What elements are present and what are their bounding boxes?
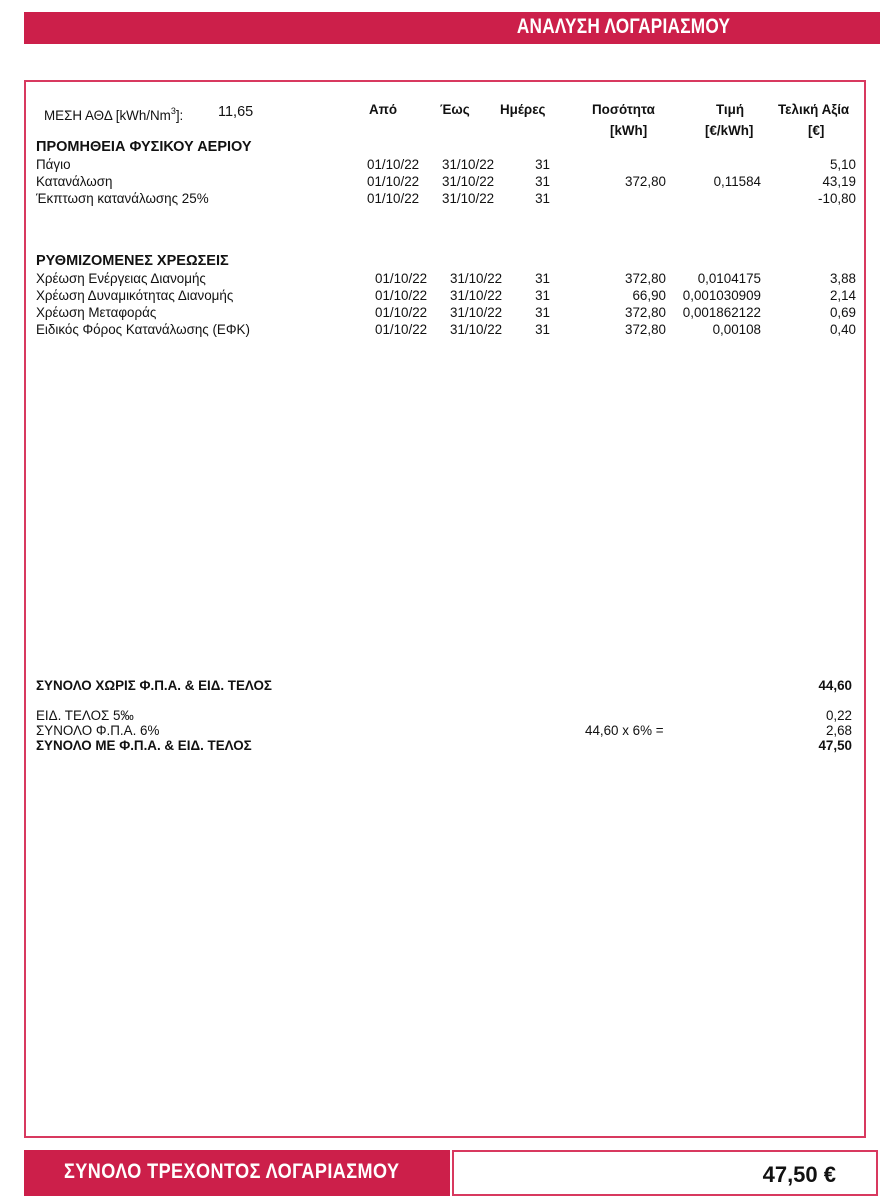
footer-bar <box>24 1150 450 1196</box>
row-label: Κατανάλωση <box>36 174 113 189</box>
row-to: 31/10/22 <box>442 157 495 172</box>
col-to: Έως <box>440 102 470 117</box>
row-label: Χρέωση Μεταφοράς <box>36 305 157 320</box>
row-to: 31/10/22 <box>442 174 495 189</box>
footer-label: ΣΥΝΟΛΟ ΤΡΕΧΟΝΤΟΣ ΛΟΓΑΡΙΑΣΜΟΥ <box>64 1160 400 1183</box>
col-quantity: Ποσότητα <box>592 102 655 117</box>
row-total: 3,88 <box>829 271 856 286</box>
row-total: -10,80 <box>818 191 856 206</box>
row-from: 01/10/22 <box>375 322 428 337</box>
section-title-regulated: ΡΥΘΜΙΖΟΜΕΝΕΣ ΧΡΕΩΣΕΙΣ <box>36 253 229 269</box>
row-days: 31 <box>535 322 550 337</box>
special-fee-label: ΕΙΔ. ΤΕΛΟΣ 5‰ <box>36 708 134 723</box>
row-to: 31/10/22 <box>442 191 495 206</box>
row-quantity: 372,80 <box>625 174 666 189</box>
row-to: 31/10/22 <box>450 271 503 286</box>
row-label: Χρέωση Ενέργειας Διανομής <box>36 271 206 286</box>
row-from: 01/10/22 <box>375 305 428 320</box>
col-quantity-unit: [kWh] <box>610 123 648 138</box>
row-days: 31 <box>535 305 550 320</box>
page-title: ΑΝΑΛΥΣΗ ΛΟΓΑΡΙΑΣΜΟΥ <box>516 15 730 38</box>
avg-gcv-value: 11,65 <box>218 104 254 120</box>
row-total: 0,69 <box>829 305 856 320</box>
row-from: 01/10/22 <box>367 191 420 206</box>
col-price: Τιμή <box>716 102 745 117</box>
col-days: Ημέρες <box>500 102 546 117</box>
row-price: 0,11584 <box>713 174 761 189</box>
vat-calculation: 44,60 x 6% = <box>585 723 664 738</box>
row-total: 0,40 <box>829 322 856 337</box>
row-price: 0,00108 <box>712 322 761 337</box>
col-total: Τελική Αξία <box>778 102 850 117</box>
row-total: 2,14 <box>829 288 856 303</box>
section-title-supply: ΠΡΟΜΗΘΕΙΑ ΦΥΣΙΚΟΥ ΑΕΡΙΟΥ <box>36 139 252 155</box>
grand-total-label: ΣΥΝΟΛΟ ΜΕ Φ.Π.Α. & ΕΙΔ. ΤΕΛΟΣ <box>36 738 252 753</box>
row-label: Χρέωση Δυναμικότητας Διανομής <box>36 288 234 303</box>
row-to: 31/10/22 <box>450 305 503 320</box>
row-quantity: 66,90 <box>632 288 666 303</box>
row-days: 31 <box>535 288 550 303</box>
header-bar <box>24 12 880 44</box>
row-days: 31 <box>535 174 550 189</box>
row-from: 01/10/22 <box>367 157 420 172</box>
row-price: 0,0104175 <box>697 271 761 286</box>
row-to: 31/10/22 <box>450 288 503 303</box>
row-from: 01/10/22 <box>375 271 428 286</box>
row-quantity: 372,80 <box>625 305 666 320</box>
statement-frame <box>24 80 866 1138</box>
row-from: 01/10/22 <box>367 174 420 189</box>
vat-label: ΣΥΝΟΛΟ Φ.Π.Α. 6% <box>36 723 160 738</box>
row-days: 31 <box>535 271 550 286</box>
col-from: Από <box>369 102 398 117</box>
grand-total-value: 47,50 <box>818 738 852 753</box>
footer-amount: 47,50 € <box>762 1162 836 1187</box>
row-days: 31 <box>535 157 550 172</box>
special-fee-value: 0,22 <box>825 708 852 723</box>
vat-value: 2,68 <box>825 723 852 738</box>
row-price: 0,001862122 <box>682 305 761 320</box>
row-label: Έκπτωση κατανάλωσης 25% <box>36 191 209 206</box>
row-label: Πάγιο <box>36 157 71 172</box>
row-total: 43,19 <box>822 174 856 189</box>
row-price: 0,001030909 <box>682 288 761 303</box>
row-from: 01/10/22 <box>375 288 428 303</box>
row-quantity: 372,80 <box>625 322 666 337</box>
row-label: Ειδικός Φόρος Κατανάλωσης (ΕΦΚ) <box>36 322 250 337</box>
row-quantity: 372,80 <box>625 271 666 286</box>
col-total-unit: [€] <box>808 123 825 138</box>
col-price-unit: [€/kWh] <box>705 123 754 138</box>
row-days: 31 <box>535 191 550 206</box>
avg-gcv-label: ΜΕΣΗ ΑΘΔ [kWh/Nm$^3$]: <box>44 106 184 123</box>
subtotal-label: ΣΥΝΟΛΟ ΧΩΡΙΣ Φ.Π.Α. & ΕΙΔ. ΤΕΛΟΣ <box>36 678 272 693</box>
footer-amount-box <box>452 1150 878 1196</box>
row-to: 31/10/22 <box>450 322 503 337</box>
row-total: 5,10 <box>829 157 856 172</box>
subtotal-value: 44,60 <box>818 678 852 693</box>
